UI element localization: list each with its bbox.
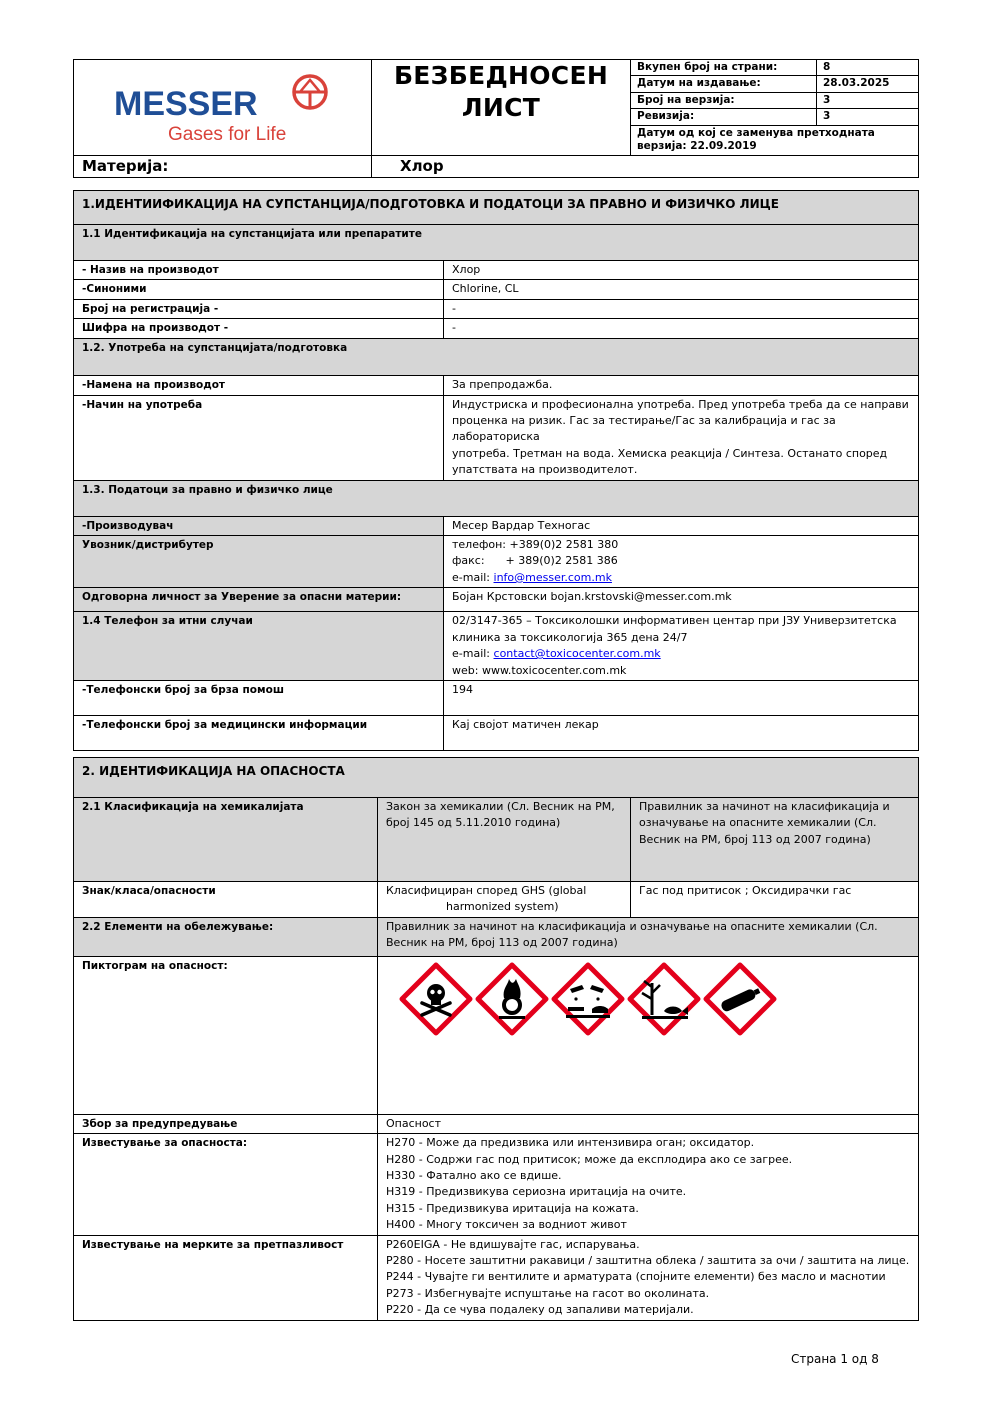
product-code-label: Шифра на производот -	[74, 319, 444, 338]
corrosion-icon	[554, 965, 622, 1033]
usage-line: лабораториска	[452, 430, 540, 444]
header-table	[73, 59, 919, 178]
emergency-value	[444, 612, 919, 681]
responsible-value: Бојан Крстовски bojan.krstovski@messer.com.mk	[444, 588, 919, 612]
precaution-statement: P260EIGA - Не вдишувајте гас, испарувања.	[386, 1237, 640, 1251]
responsible-label: Одговорна личност за Уверение за опасни материи:	[74, 588, 444, 612]
emergency-label: 1.4 Телефон за итни случаи	[74, 612, 444, 681]
info-label-pages: Вкупен број на страни:	[631, 60, 817, 76]
sign-value: Гас под притисок ; Оксидирачки гас	[631, 882, 919, 918]
doc-title-line2: ЛИСТ	[461, 93, 541, 122]
sign-ghs-line2: harmonized system)	[446, 900, 559, 914]
info-label-revision: Ревизија:	[631, 109, 817, 125]
usage-line: проценка на ризик. Гас за тестирање/Гас за калибрација и гас за	[452, 414, 836, 428]
hazard-statement: H319 - Предизвикува сериозна иритација на очите.	[386, 1185, 687, 1199]
first-aid-label: -Телефонски број за брза помош	[74, 680, 444, 715]
hazard-statement: H280 - Содржи гас под притисок; може да експлодира ако се загрее.	[386, 1152, 793, 1166]
doc-title-cell	[372, 60, 631, 156]
sign-ghs	[378, 882, 631, 918]
skull-crossbones-icon	[402, 965, 470, 1033]
classification-law: Закон за хемикалии (Сл. Весник на РМ, број 145 од 5.11.2010 година)	[378, 798, 631, 882]
info-label-issue-date: Датум на издавање:	[631, 76, 817, 92]
usage-line: Индустриска и професионална употреба. Пред употреба треба да се направи	[452, 397, 909, 411]
precaution-statement: P220 - Да се чува подалеку од запаливи материјали.	[386, 1303, 694, 1317]
synonyms-label: -Синоними	[74, 280, 444, 299]
info-value-pages: 8	[817, 60, 919, 76]
usage-value	[444, 395, 919, 480]
emergency-email-label: e-mail:	[452, 647, 494, 661]
info-value-version: 3	[817, 92, 919, 108]
pictogram-strip	[378, 957, 918, 1047]
product-code-value: -	[444, 319, 919, 338]
pictogram-cell	[378, 956, 919, 1114]
info-value-issue-date: 28.03.2025	[817, 76, 919, 92]
section1-sub1: 1.1 Идентификација на супстанцијата или препаратите	[74, 225, 919, 261]
material-label: Материја:	[74, 156, 372, 178]
precaution-statement: P273 - Избегнувајте испуштање на гасот во околината.	[386, 1286, 710, 1300]
medical-value: Кај својот матичен лекар	[444, 715, 919, 750]
precaution-statement: P244 - Чувајте ги вентилите и арматурата (спојните елементи) без масло и маснотии	[386, 1270, 886, 1284]
logo-tagline-text: Gases for Life	[168, 124, 287, 145]
sign-ghs-line1: Класифициран според GHS (global	[386, 884, 587, 897]
info-value-revision: 3	[817, 109, 919, 125]
pictogram-label: Пиктограм на опасност:	[74, 956, 378, 1114]
hazard-statement: H330 - Фатално ако се вдише.	[386, 1169, 562, 1183]
page-number: Страна 1 од 8	[791, 1352, 879, 1366]
signal-value: Опасност	[378, 1114, 919, 1133]
producer-value: Месер Вардар Техногас	[444, 516, 919, 535]
sign-label: Знак/класа/опасности	[74, 882, 378, 918]
emergency-line: клиника за токсикологија 365 дена 24/7	[452, 630, 688, 644]
emergency-email-line	[452, 646, 910, 662]
section1-title: 1.ИДЕНТИИФИКАЦИЈА НА СУПСТАНЦИЈА/ПОДГОТОВКА И ПОДАТОЦИ ЗА ПРАВНО И ФИЗИЧКО ЛИЦЕ	[74, 191, 919, 225]
hazard-statement: H315 - Предизвикува иритација на кожата.	[386, 1201, 639, 1215]
usage-line: упатствата на производителот.	[452, 463, 638, 477]
importer-email-line	[452, 570, 910, 586]
hazard-statements	[378, 1134, 919, 1235]
purpose-value: За препродажба.	[444, 375, 919, 395]
logo-emblem-icon	[294, 76, 326, 108]
registration-label: Број на регистрација -	[74, 299, 444, 318]
elements-label: 2.2 Елементи на обележување:	[74, 917, 378, 956]
section1-table	[73, 190, 919, 751]
section1-sub3: 1.3. Податоци за правно и физичко лице	[74, 480, 919, 516]
emergency-line: 02/3147-365 – Токсиколошки информативен центар при ЈЗУ Универзитетска	[452, 614, 897, 628]
importer-email-label: e-mail:	[452, 570, 494, 584]
producer-label: -Производувач	[74, 516, 444, 535]
precaution-statements	[378, 1235, 919, 1320]
section2-title: 2. ИДЕНТИФИКАЦИЈА НА ОПАСНОСТА	[74, 758, 919, 798]
messer-logo	[74, 60, 370, 150]
registration-value: -	[444, 299, 919, 318]
logo-cell	[74, 60, 372, 156]
importer-phone: телефон: +389(0)2 2581 380	[452, 538, 619, 552]
purpose-label: -Намена на производот	[74, 375, 444, 395]
precaution-statement: P280 - Носете заштитни ракавици / заштитна облека / заштита за очи / заштита на лице.	[386, 1254, 910, 1268]
section1-sub2: 1.2. Употреба на супстанцијата/подготовка	[74, 338, 919, 375]
product-name-label: - Назив на производот	[74, 261, 444, 280]
signal-label: Збор за предупредување	[74, 1114, 378, 1133]
material-value: Хлор	[372, 156, 919, 178]
info-replaced-date: Датум од кој се заменува претходната верзија: 22.09.2019	[631, 125, 919, 156]
usage-line: употреба. Третман на вода. Хемиска реакција / Синтеза. Останато според	[452, 446, 888, 460]
importer-email-link[interactable]: info@messer.com.mk	[493, 570, 612, 584]
classification-rule: Правилник за начинот на класификација и означување на опасните хемикалии (Сл. Весник на РМ, број 113 од 2007 година)	[631, 798, 919, 882]
environment-icon	[630, 965, 698, 1033]
product-name-value: Хлор	[444, 261, 919, 280]
usage-label: -Начин на употреба	[74, 395, 444, 480]
emergency-email-link[interactable]: contact@toxicocenter.com.mk	[493, 647, 661, 661]
flame-over-circle-icon	[478, 965, 546, 1033]
emergency-web: web: www.toxicocenter.com.mk	[452, 663, 627, 677]
section2-table	[73, 757, 919, 1321]
synonyms-value: Chlorine, CL	[444, 280, 919, 299]
first-aid-value: 194	[444, 680, 919, 715]
hazard-label: Известување за опасноста:	[74, 1134, 378, 1235]
medical-label: -Телефонски број за медицински информации	[74, 715, 444, 750]
importer-fax: факс: + 389(0)2 2581 386	[452, 554, 618, 568]
importer-label: Увозник/дистрибутер	[74, 536, 444, 588]
info-label-version: Број на верзија:	[631, 92, 817, 108]
importer-value	[444, 536, 919, 588]
doc-title-line1: БЕЗБЕДНОСЕН	[393, 61, 609, 90]
gas-cylinder-icon	[706, 965, 774, 1033]
precaution-label: Известување на мерките за претпазливост	[74, 1235, 378, 1320]
hazard-statement: H270 - Може да предизвика или интензивира оган; оксидатор.	[386, 1136, 755, 1150]
classification-label: 2.1 Класификација на хемикалијата	[74, 798, 378, 882]
elements-value: Правилник за начинот на класификација и означување на опасните хемикалии (Сл. Весник на РМ, број 113 од 2007 година)	[378, 917, 919, 956]
hazard-statement: H400 - Многу токсичен за водниот живот	[386, 1218, 627, 1232]
logo-brand-text: MESSER	[114, 85, 258, 123]
